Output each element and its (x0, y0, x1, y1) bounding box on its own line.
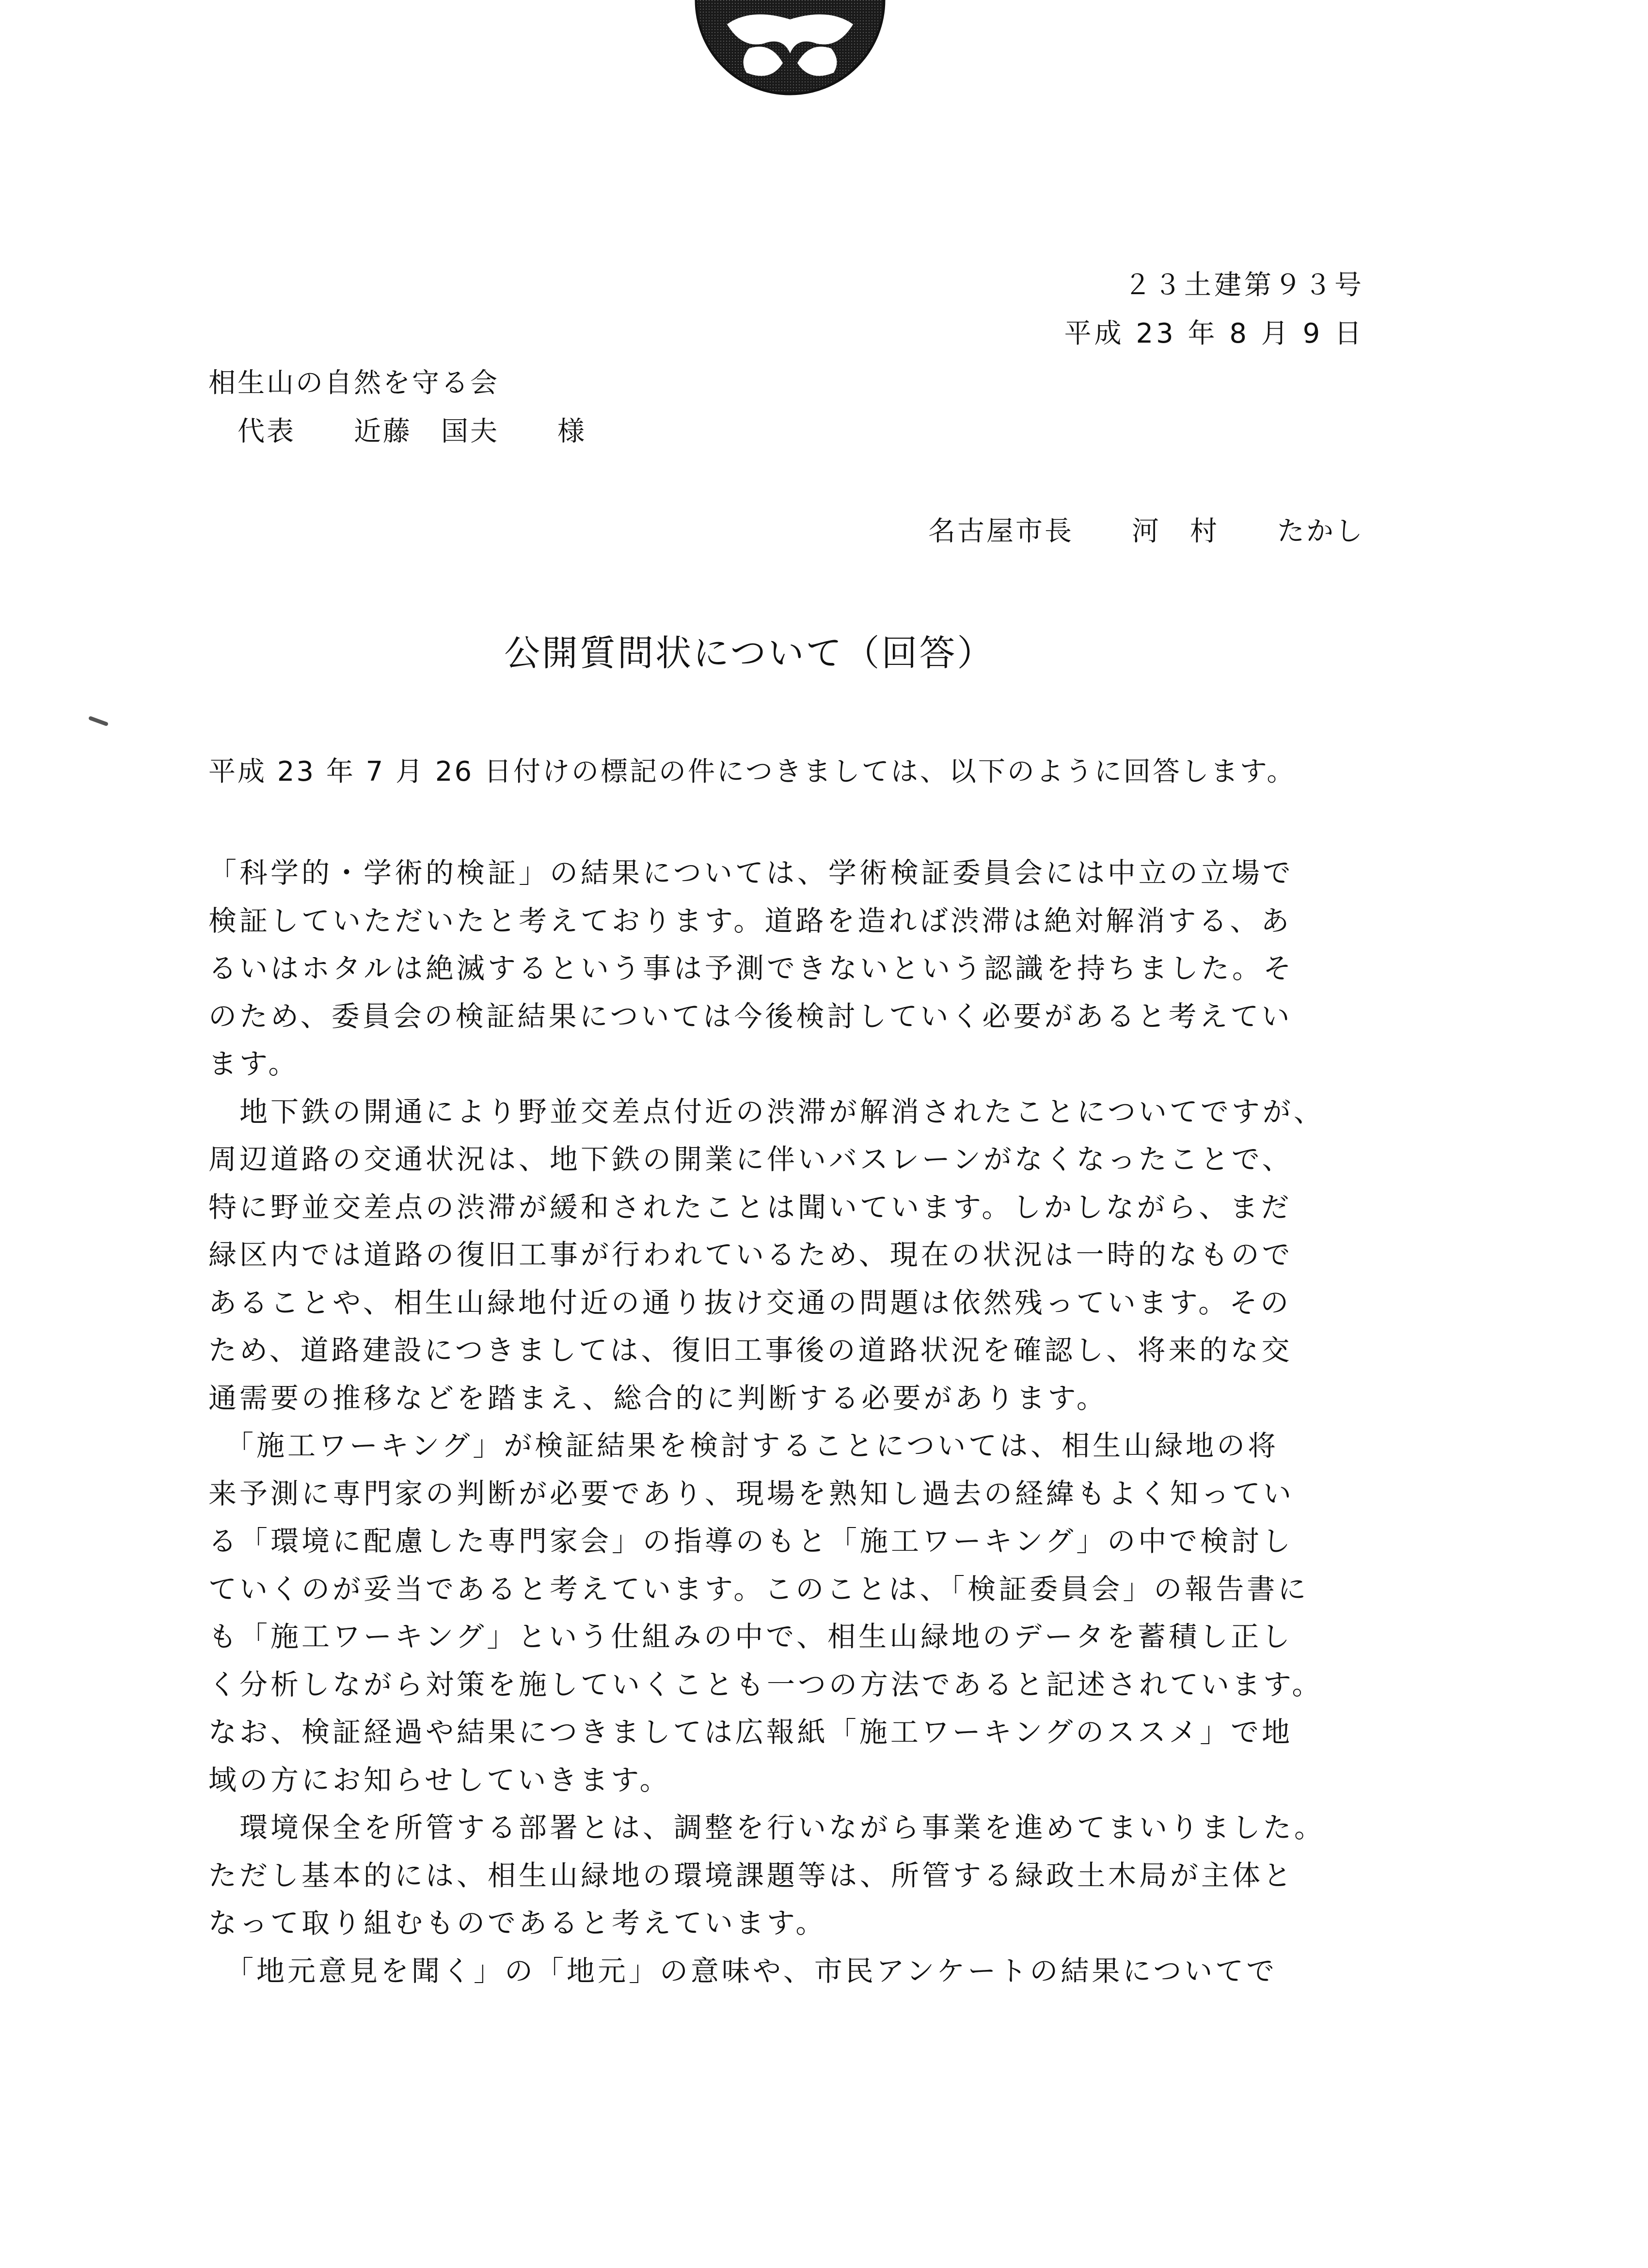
body-line: 周辺道路の交通状況は、地下鉄の開業に伴いバスレーンがなくなったことで、 (208, 1143, 1293, 1176)
document-date: 平成 23 年 8 月 9 日 (1064, 318, 1364, 349)
body-line: 特に野並交差点の渋滞が緩和されたことは聞いています。しかしながら、まだ (208, 1190, 1292, 1224)
body-line: ていくのが妥当であると考えています。このことは、「検証委員会」の報告書に (208, 1572, 1309, 1606)
body-line: 環境保全を所管する部署とは、調整を行いながら事業を進めてまいりました。 (208, 1811, 1326, 1844)
body-line: る「環境に配慮した専門家会」の指導のもと「施工ワーキング」の中で検討し (208, 1525, 1294, 1558)
body-line: 検証していただいたと考えております。道路を造れば渋滞は絶対解消する、あ (208, 904, 1292, 937)
body-line: 域の方にお知らせしていきます。 (208, 1763, 671, 1796)
city-seal-icon (693, 0, 887, 97)
intro-paragraph: 平成 23 年 7 月 26 日付けの標記の件につきましては、以下のように回答します。 (208, 756, 1296, 788)
recipient-name: 代表 近藤 国夫 様 (238, 416, 586, 447)
sender-name: 名古屋市長 河 村 たかし (928, 516, 1364, 547)
body-line: 「地元意見を聞く」の「地元」の意味や、市民アンケートの結果についてで (208, 1954, 1278, 1987)
body-line: 緑区内では道路の復旧工事が行われているため、現在の状況は一時的なもので (208, 1238, 1293, 1271)
body-line: ため、道路建設につきましては、復旧工事後の道路状況を確認し、将来的な交 (208, 1334, 1293, 1367)
body-line: ただし基本的には、相生山緑地の環境課題等は、所管する緑政土木局が主体と (208, 1858, 1295, 1892)
body-line: 「科学的・学術的検証」の結果については、学術検証委員会には中立の立場で (208, 856, 1294, 889)
document-title: 公開質問状について（回答） (504, 632, 995, 674)
body-line: も「施工ワーキング」という仕組みの中で、相生山緑地のデータを蓄積し正し (208, 1620, 1293, 1653)
document-number: ２３土建第９３号 (1124, 269, 1364, 301)
body-line: のため、委員会の検証結果については今後検討していく必要があると考えてい (208, 999, 1293, 1033)
body-line: なお、検証経過や結果につきましては広報紙「施工ワーキングのススメ」で地 (208, 1716, 1293, 1748)
scan-mark (88, 716, 109, 726)
recipient-organization: 相生山の自然を守る会 (208, 367, 499, 399)
body-line: ます。 (208, 1047, 300, 1080)
body-line: るいはホタルは絶滅するという事は予測できないという認識を持ちました。そ (208, 952, 1295, 985)
body-line: あることや、相生山緑地付近の通り抜け交通の問題は依然残っています。その (208, 1286, 1292, 1319)
body-line: く分析しながら対策を施していくことも一つの方法であると記述されています。 (208, 1668, 1323, 1701)
body-line: 地下鉄の開通により野並交差点付近の渋滞が解消されたことについてですが、 (208, 1095, 1325, 1128)
body-line: 来予測に専門家の判断が必要であり、現場を熟知し過去の経緯もよく知ってい (208, 1477, 1295, 1510)
body-line: 通需要の推移などを踏まえ、総合的に判断する必要があります。 (208, 1381, 1108, 1415)
body-line: なって取り組むものであると考えています。 (208, 1906, 827, 1939)
body-line: 「施工ワーキング」が検証結果を検討することについては、相生山緑地の将 (208, 1429, 1279, 1462)
body-text (208, 849, 1372, 1995)
